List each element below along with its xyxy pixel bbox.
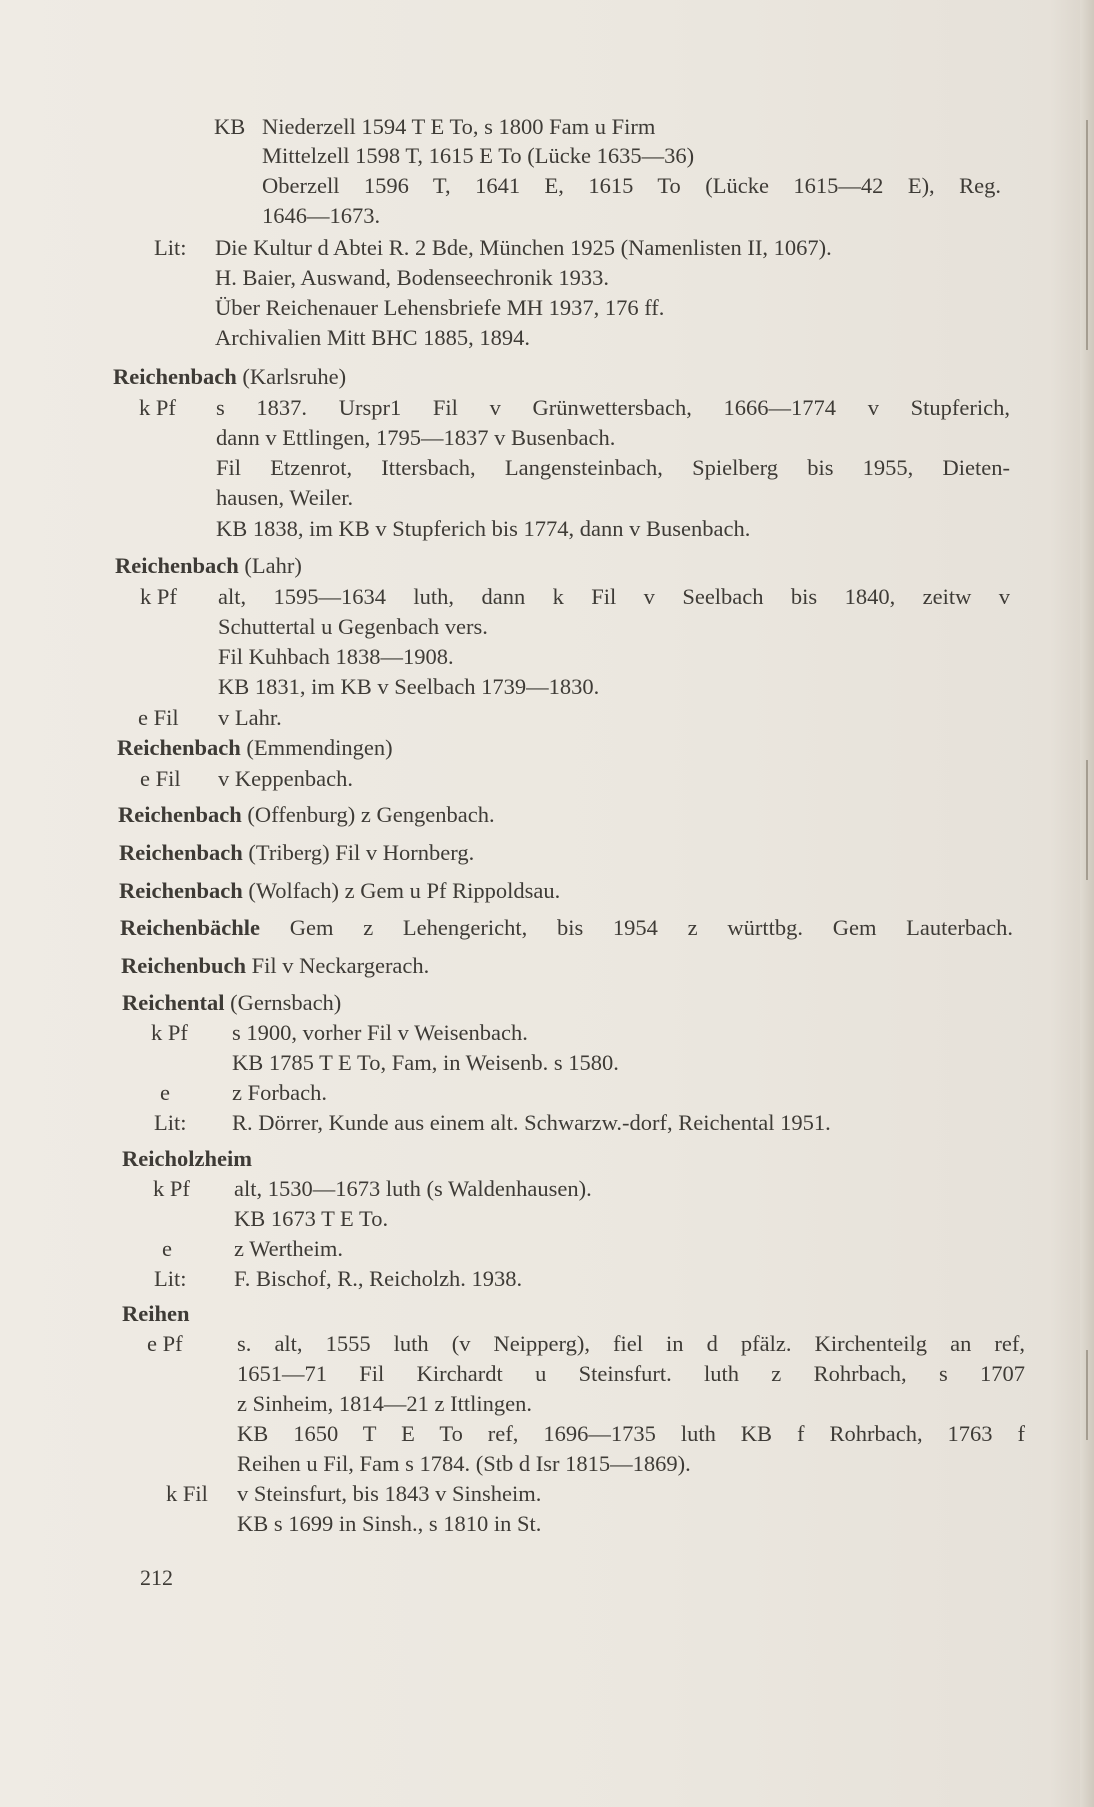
entry-text: Gem z Lehengericht, bis 1954 z württbg. Gem Lauterbach. <box>289 915 1013 940</box>
text-line: v Keppenbach. <box>218 766 353 791</box>
entry-reichenbach-offenburg <box>118 800 495 830</box>
page-edge-line <box>1086 760 1088 880</box>
entry-name: Reichenbach <box>118 802 242 827</box>
entry-name: Reichenbächle <box>120 915 260 940</box>
text-line: KB 1673 T E To. <box>234 1206 389 1231</box>
entry-text: Fil v Neckargerach. <box>251 953 430 978</box>
text-line: s. alt, 1555 luth (v Neipperg), fiel in d pfälz. Kirchenteilg an ref, <box>237 1331 1025 1356</box>
text-line: Niederzell 1594 T E To, s 1800 Fam u Firm <box>262 114 656 139</box>
text-line: z Sinheim, 1814—21 z Ittlingen. <box>237 1391 532 1416</box>
entry-heading-reichenbach-lahr <box>115 551 302 581</box>
label-k-pf: k Pf <box>153 1176 190 1201</box>
text-line: Archivalien Mitt BHC 1885, 1894. <box>215 325 530 350</box>
entry-name: Reicholzheim <box>122 1146 252 1171</box>
text-line: Fil Etzenrot, Ittersbach, Langensteinbach, Spielberg bis 1955, Dieten- <box>216 455 1010 480</box>
label-e: e <box>160 1080 170 1105</box>
entry-name: Reihen <box>122 1301 190 1326</box>
text-line: F. Bischof, R., Reicholzh. 1938. <box>234 1266 523 1291</box>
text-line: alt, 1530—1673 luth (s Waldenhausen). <box>234 1176 592 1201</box>
entry-name: Reichenbuch <box>121 953 247 978</box>
text-line: Oberzell 1596 T, 1641 E, 1615 To (Lücke 1615—42 E), Reg. <box>262 173 1001 198</box>
label-k-pf: k Pf <box>140 584 177 609</box>
text-line: Fil Kuhbach 1838—1908. <box>218 644 454 669</box>
text-line: Reihen u Fil, Fam s 1784. (Stb d Isr 1815—1869). <box>237 1451 691 1476</box>
label-kb: KB <box>214 114 246 139</box>
entry-name: Reichental <box>122 990 225 1015</box>
text-line: v Lahr. <box>218 705 282 730</box>
entry-text: (Offenburg) z Gengenbach. <box>247 802 495 827</box>
text-line: z Wertheim. <box>234 1236 343 1261</box>
text-line: Die Kultur d Abtei R. 2 Bde, München 1925 (Namenlisten II, 1067). <box>215 235 832 260</box>
entry-text: (Triberg) Fil v Hornberg. <box>248 840 475 865</box>
text-line: dann v Ettlingen, 1795—1837 v Busenbach. <box>216 425 616 450</box>
text-line: Schuttertal u Gegenbach vers. <box>218 614 488 639</box>
entry-qualifier: (Gernsbach) <box>230 990 342 1015</box>
text-line: s 1900, vorher Fil v Weisenbach. <box>232 1020 528 1045</box>
entry-heading-reichenbach-karlsruhe <box>113 362 346 392</box>
entry-reichenbaechle <box>120 913 1013 943</box>
entry-qualifier: (Lahr) <box>244 553 302 578</box>
text-line: z Forbach. <box>232 1080 327 1105</box>
entry-heading-reicholzheim <box>122 1144 252 1174</box>
entry-qualifier: (Karlsruhe) <box>242 364 347 389</box>
entry-name: Reichenbach <box>115 553 239 578</box>
label-k-pf: k Pf <box>139 395 176 420</box>
text-line: 1646—1673. <box>262 203 381 228</box>
text-line: R. Dörrer, Kunde aus einem alt. Schwarzw.-dorf, Reichental 1951. <box>232 1110 831 1135</box>
entry-name: Reichenbach <box>113 364 237 389</box>
entry-name: Reichenbach <box>119 840 243 865</box>
page-edge-line <box>1086 120 1088 350</box>
text-line: KB 1785 T E To, Fam, in Weisenb. s 1580. <box>232 1050 619 1075</box>
entry-name: Reichenbach <box>117 735 241 760</box>
label-lit: Lit: <box>154 235 187 260</box>
text-line: alt, 1595—1634 luth, dann k Fil v Seelbach bis 1840, zeitw v <box>218 584 1010 609</box>
text-line: v Steinsfurt, bis 1843 v Sinsheim. <box>237 1481 542 1506</box>
entry-name: Reichenbach <box>119 878 243 903</box>
text-line: 1651—71 Fil Kirchardt u Steinsfurt. luth z Rohrbach, s 1707 <box>237 1361 1025 1386</box>
entry-text: (Wolfach) z Gem u Pf Rippoldsau. <box>248 878 561 903</box>
text-line: H. Baier, Auswand, Bodenseechronik 1933. <box>215 265 610 290</box>
label-lit: Lit: <box>154 1266 187 1291</box>
text-line: hausen, Weiler. <box>216 485 354 510</box>
entry-reichenbach-wolfach <box>119 876 560 906</box>
label-k-pf: k Pf <box>151 1020 188 1045</box>
entry-reichenbach-triberg <box>119 838 474 868</box>
text-line: KB 1650 T E To ref, 1696—1735 luth KB f Rohrbach, 1763 f <box>237 1421 1025 1446</box>
entry-heading-reihen <box>122 1299 190 1329</box>
text-line: Über Reichenauer Lehensbriefe MH 1937, 176 ff. <box>215 295 665 320</box>
entry-reichenbuch <box>121 951 429 981</box>
entry-heading-reichenbach-emmendingen <box>117 733 393 763</box>
text-line: KB s 1699 in Sinsh., s 1810 in St. <box>237 1511 542 1536</box>
label-e-fil: e Fil <box>138 705 179 730</box>
text-line: Mittelzell 1598 T, 1615 E To (Lücke 1635—36) <box>262 143 695 168</box>
entry-qualifier: (Emmendingen) <box>246 735 393 760</box>
entry-heading-reichental <box>122 988 341 1018</box>
label-e: e <box>162 1236 172 1261</box>
label-e-pf: e Pf <box>147 1331 183 1356</box>
label-k-fil: k Fil <box>166 1481 208 1506</box>
page-number: 212 <box>140 1565 173 1590</box>
label-e-fil: e Fil <box>140 766 181 791</box>
text-line: KB 1838, im KB v Stupferich bis 1774, dann v Busenbach. <box>216 516 751 541</box>
label-lit: Lit: <box>154 1110 187 1135</box>
text-line: KB 1831, im KB v Seelbach 1739—1830. <box>218 674 600 699</box>
page-edge-line <box>1086 1350 1088 1440</box>
text-line: s 1837. Urspr1 Fil v Grünwettersbach, 1666—1774 v Stupferich, <box>216 395 1010 420</box>
